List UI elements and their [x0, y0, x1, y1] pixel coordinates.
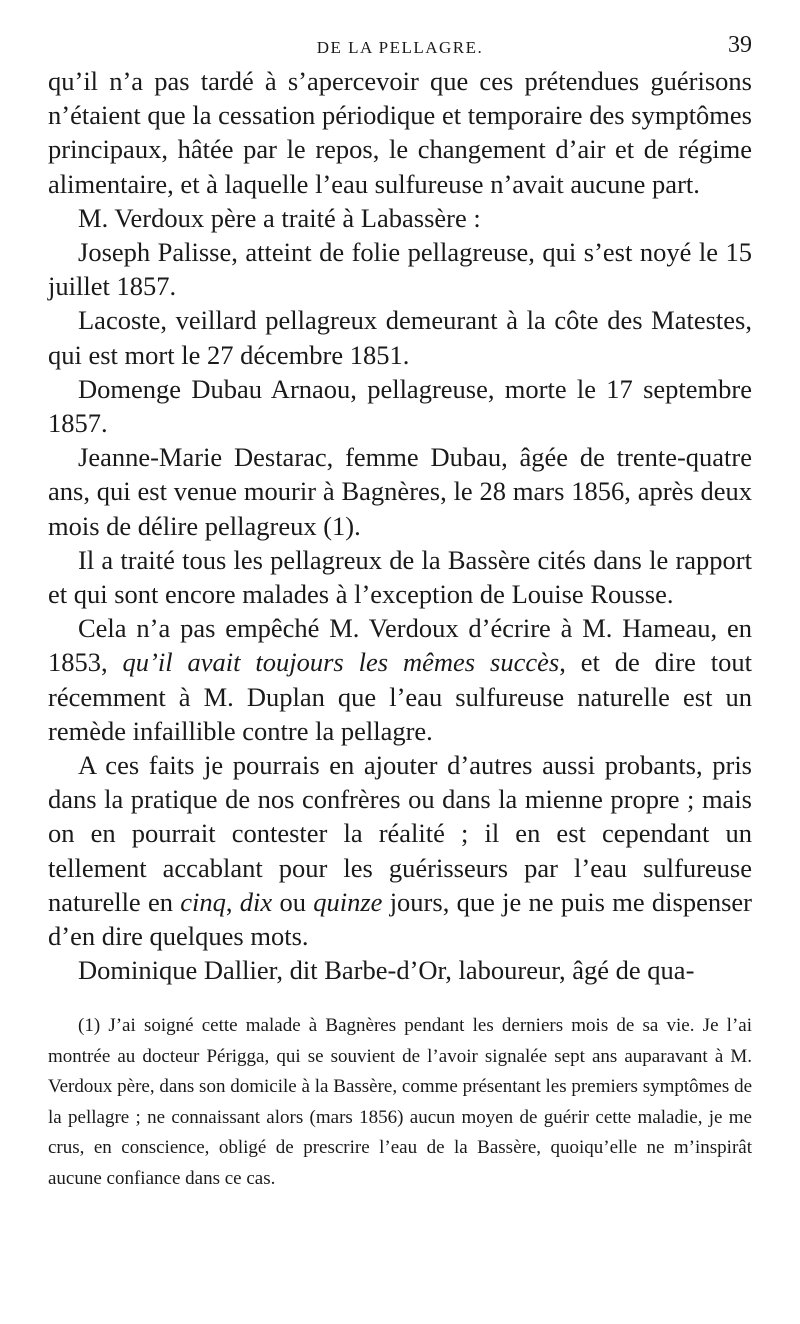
paragraph-other-facts	[48, 748, 752, 953]
paragraph-bassere-patients: Il a traité tous les pellagreux de la Bassère cités dans le rapport et qui sont encore malades à l’exception de Louise Rousse.	[48, 544, 752, 610]
italic-word: quinze	[313, 886, 383, 917]
paragraph-verdoux-claims	[48, 611, 752, 748]
text-run: A ces faits je pourrais en ajouter d’autres aussi probants, pris dans la pratique de nos confrères ou dans la mienne propre ; mais on en pourrait contester la réalité ; il en est cependant un tellement accablant pour les guérisseurs par l’eau sulfureuse naturelle en	[48, 750, 752, 917]
italic-word: cinq	[180, 886, 226, 917]
page-number: 39	[728, 32, 752, 58]
body-text	[48, 64, 752, 987]
text-run: , et de dire tout récemment à M. Duplan que l’eau sulfureuse naturelle est un remède infaillible contre la pellagre.	[48, 647, 753, 746]
paragraph-treatments-intro: M. Verdoux père a traité à Labassère :	[78, 202, 481, 233]
running-head	[48, 30, 752, 64]
italic-word: dix	[239, 886, 273, 917]
text-run: ou	[272, 886, 314, 917]
case-palisse: Joseph Palisse, atteint de folie pellagreuse, qui s’est noyé le 15 juillet 1857.	[48, 237, 752, 302]
footnote	[48, 1011, 752, 1194]
text-run: ,	[225, 886, 240, 917]
case-lacoste: Lacoste, veillard pellagreux demeurant à la côte des Matestes, qui est mort le 27 décembre 1851.	[48, 305, 752, 370]
case-destarac: Jeanne-Marie Destarac, femme Dubau, âgée de trente-quatre ans, qui est venue mourir à Bagnères, le 28 mars 1856, après deux mois de délire pellagreux (1).	[48, 442, 752, 541]
paragraph-dallier: Dominique Dallier, dit Barbe-d’Or, laboureur, âgé de qua-	[78, 955, 695, 986]
paragraph-continuation: qu’il n’a pas tardé à s’apercevoir que ces prétendues guérisons n’étaient que la cessation périodique et temporaire des symptômes principaux, hâtée par le repos, le changement d’air et de régime alimentaire, et à laquelle l’eau sulfureuse n’avait aucune part.	[48, 66, 752, 199]
italic-quote: qu’il avait toujours les mêmes succès	[122, 647, 560, 678]
text-run: jours, que je ne puis me dispenser d’en dire quelques mots.	[48, 886, 753, 952]
running-title: DE LA PELLAGRE.	[316, 38, 484, 57]
footnote-text: (1) J’ai soigné cette malade à Bagnères pendant les derniers mois de sa vie. Je l’ai montrée au docteur Périgga, qui se souvient de l’avoir signalée sept ans auparavant à M. Verdoux père, dans son domicile à la Bassère, comme présentant les premiers symptômes de la pellagre ; ne connaissant alors (mars 1856) aucun moyen de guérir cette maladie, je me crus, en conscience, obligé de prescrire l’eau de la Bassère, quoiqu’elle ne m’inspirât aucune confiance dans ce cas.	[48, 1015, 752, 1189]
case-dubau-arnaou: Domenge Dubau Arnaou, pellagreuse, morte le 17 septembre 1857.	[48, 373, 752, 439]
book-page	[48, 30, 752, 1194]
text-run: Cela n’a pas empêché M. Verdoux d’écrire à M. Hameau, en 1853,	[48, 613, 752, 678]
